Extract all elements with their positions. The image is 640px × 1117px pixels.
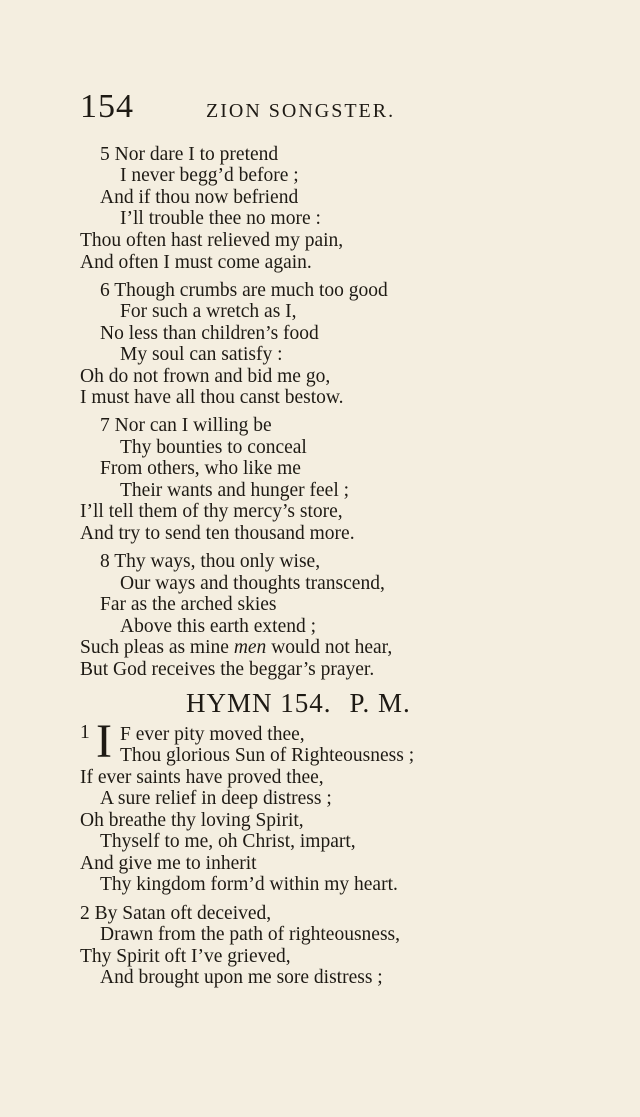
verse-2-line-2: Drawn from the path of righteousness, <box>100 924 401 945</box>
stanza-6-line-1: 6 Though crumbs are much too good <box>100 280 388 301</box>
drop-cap: I <box>96 715 112 768</box>
stanza-8-line-5-end: would not hear, <box>271 637 393 658</box>
verse-2-line-3: Thy Spirit oft I’ve grieved, <box>80 946 291 967</box>
verse-1-line-5: Oh breathe thy loving Spirit, <box>80 810 304 831</box>
verse-1-line-4: A sure relief in deep distress ; <box>100 788 332 809</box>
stanza-6-line-2: For such a wretch as I, <box>120 301 297 322</box>
stanza-8-line-6: But God receives the beggar’s prayer. <box>80 659 375 680</box>
verse-1-number: 1 <box>80 722 90 743</box>
page-number: 154 <box>80 88 134 125</box>
stanza-8-line-3: Far as the arched skies <box>100 594 277 615</box>
stanza-7-line-5: I’ll tell them of thy mercy’s store, <box>80 501 343 522</box>
verse-1-line-6: Thyself to me, oh Christ, impart, <box>100 831 356 852</box>
stanza-7-line-3: From others, who like me <box>100 458 301 479</box>
stanza-7-line-4: Their wants and hunger feel ; <box>120 480 350 501</box>
stanza-5-line-1: 5 Nor dare I to pretend <box>100 144 279 165</box>
stanza-7-line-1: 7 Nor can I willing be <box>100 415 272 436</box>
stanza-7-line-2: Thy bounties to conceal <box>120 437 307 458</box>
stanza-8-italic-word: men <box>233 637 267 658</box>
stanza-8-line-5-start: Such pleas as mine <box>80 637 229 658</box>
stanza-6-line-3: No less than children’s food <box>100 323 319 344</box>
stanza-5-line-4: I’ll trouble thee no more : <box>120 208 321 229</box>
page-header <box>80 88 450 128</box>
stanza-6-line-5: Oh do not frown and bid me go, <box>80 366 331 387</box>
stanza-6-line-6: I must have all thou canst bestow. <box>80 387 344 408</box>
stanza-8-line-2: Our ways and thoughts transcend, <box>120 573 385 594</box>
hymn-meter: P. M. <box>349 688 411 718</box>
stanza-5-line-5: Thou often hast relieved my pain, <box>80 230 344 251</box>
stanza-5-line-2: I never begg’d before ; <box>120 165 299 186</box>
verse-1-line-8: Thy kingdom form’d within my heart. <box>100 874 398 895</box>
stanza-8-line-4: Above this earth extend ; <box>120 616 317 637</box>
verse-1-line-2: Thou glorious Sun of Righteousness ; <box>120 745 415 766</box>
stanza-5-line-3: And if thou now befriend <box>100 187 299 208</box>
verse-1-line-1: F ever pity moved thee, <box>120 724 305 745</box>
running-title: ZION SONGSTER. <box>206 100 396 122</box>
verse-1-line-7: And give me to inherit <box>80 853 257 874</box>
hymn-heading <box>186 688 411 719</box>
stanza-7-line-6: And try to send ten thousand more. <box>80 523 355 544</box>
stanza-8-line-1: 8 Thy ways, thou only wise, <box>100 551 321 572</box>
verse-2-line-1: 2 By Satan oft deceived, <box>80 903 272 924</box>
stanza-5-line-6: And often I must come again. <box>80 252 312 273</box>
hymn-title: HYMN 154. <box>186 688 332 718</box>
verse-2-line-4: And brought upon me sore distress ; <box>100 967 383 988</box>
verse-1-line-3: If ever saints have proved thee, <box>80 767 324 788</box>
stanza-6-line-4: My soul can satisfy : <box>120 344 283 365</box>
stanza-8-line-5 <box>80 637 392 659</box>
